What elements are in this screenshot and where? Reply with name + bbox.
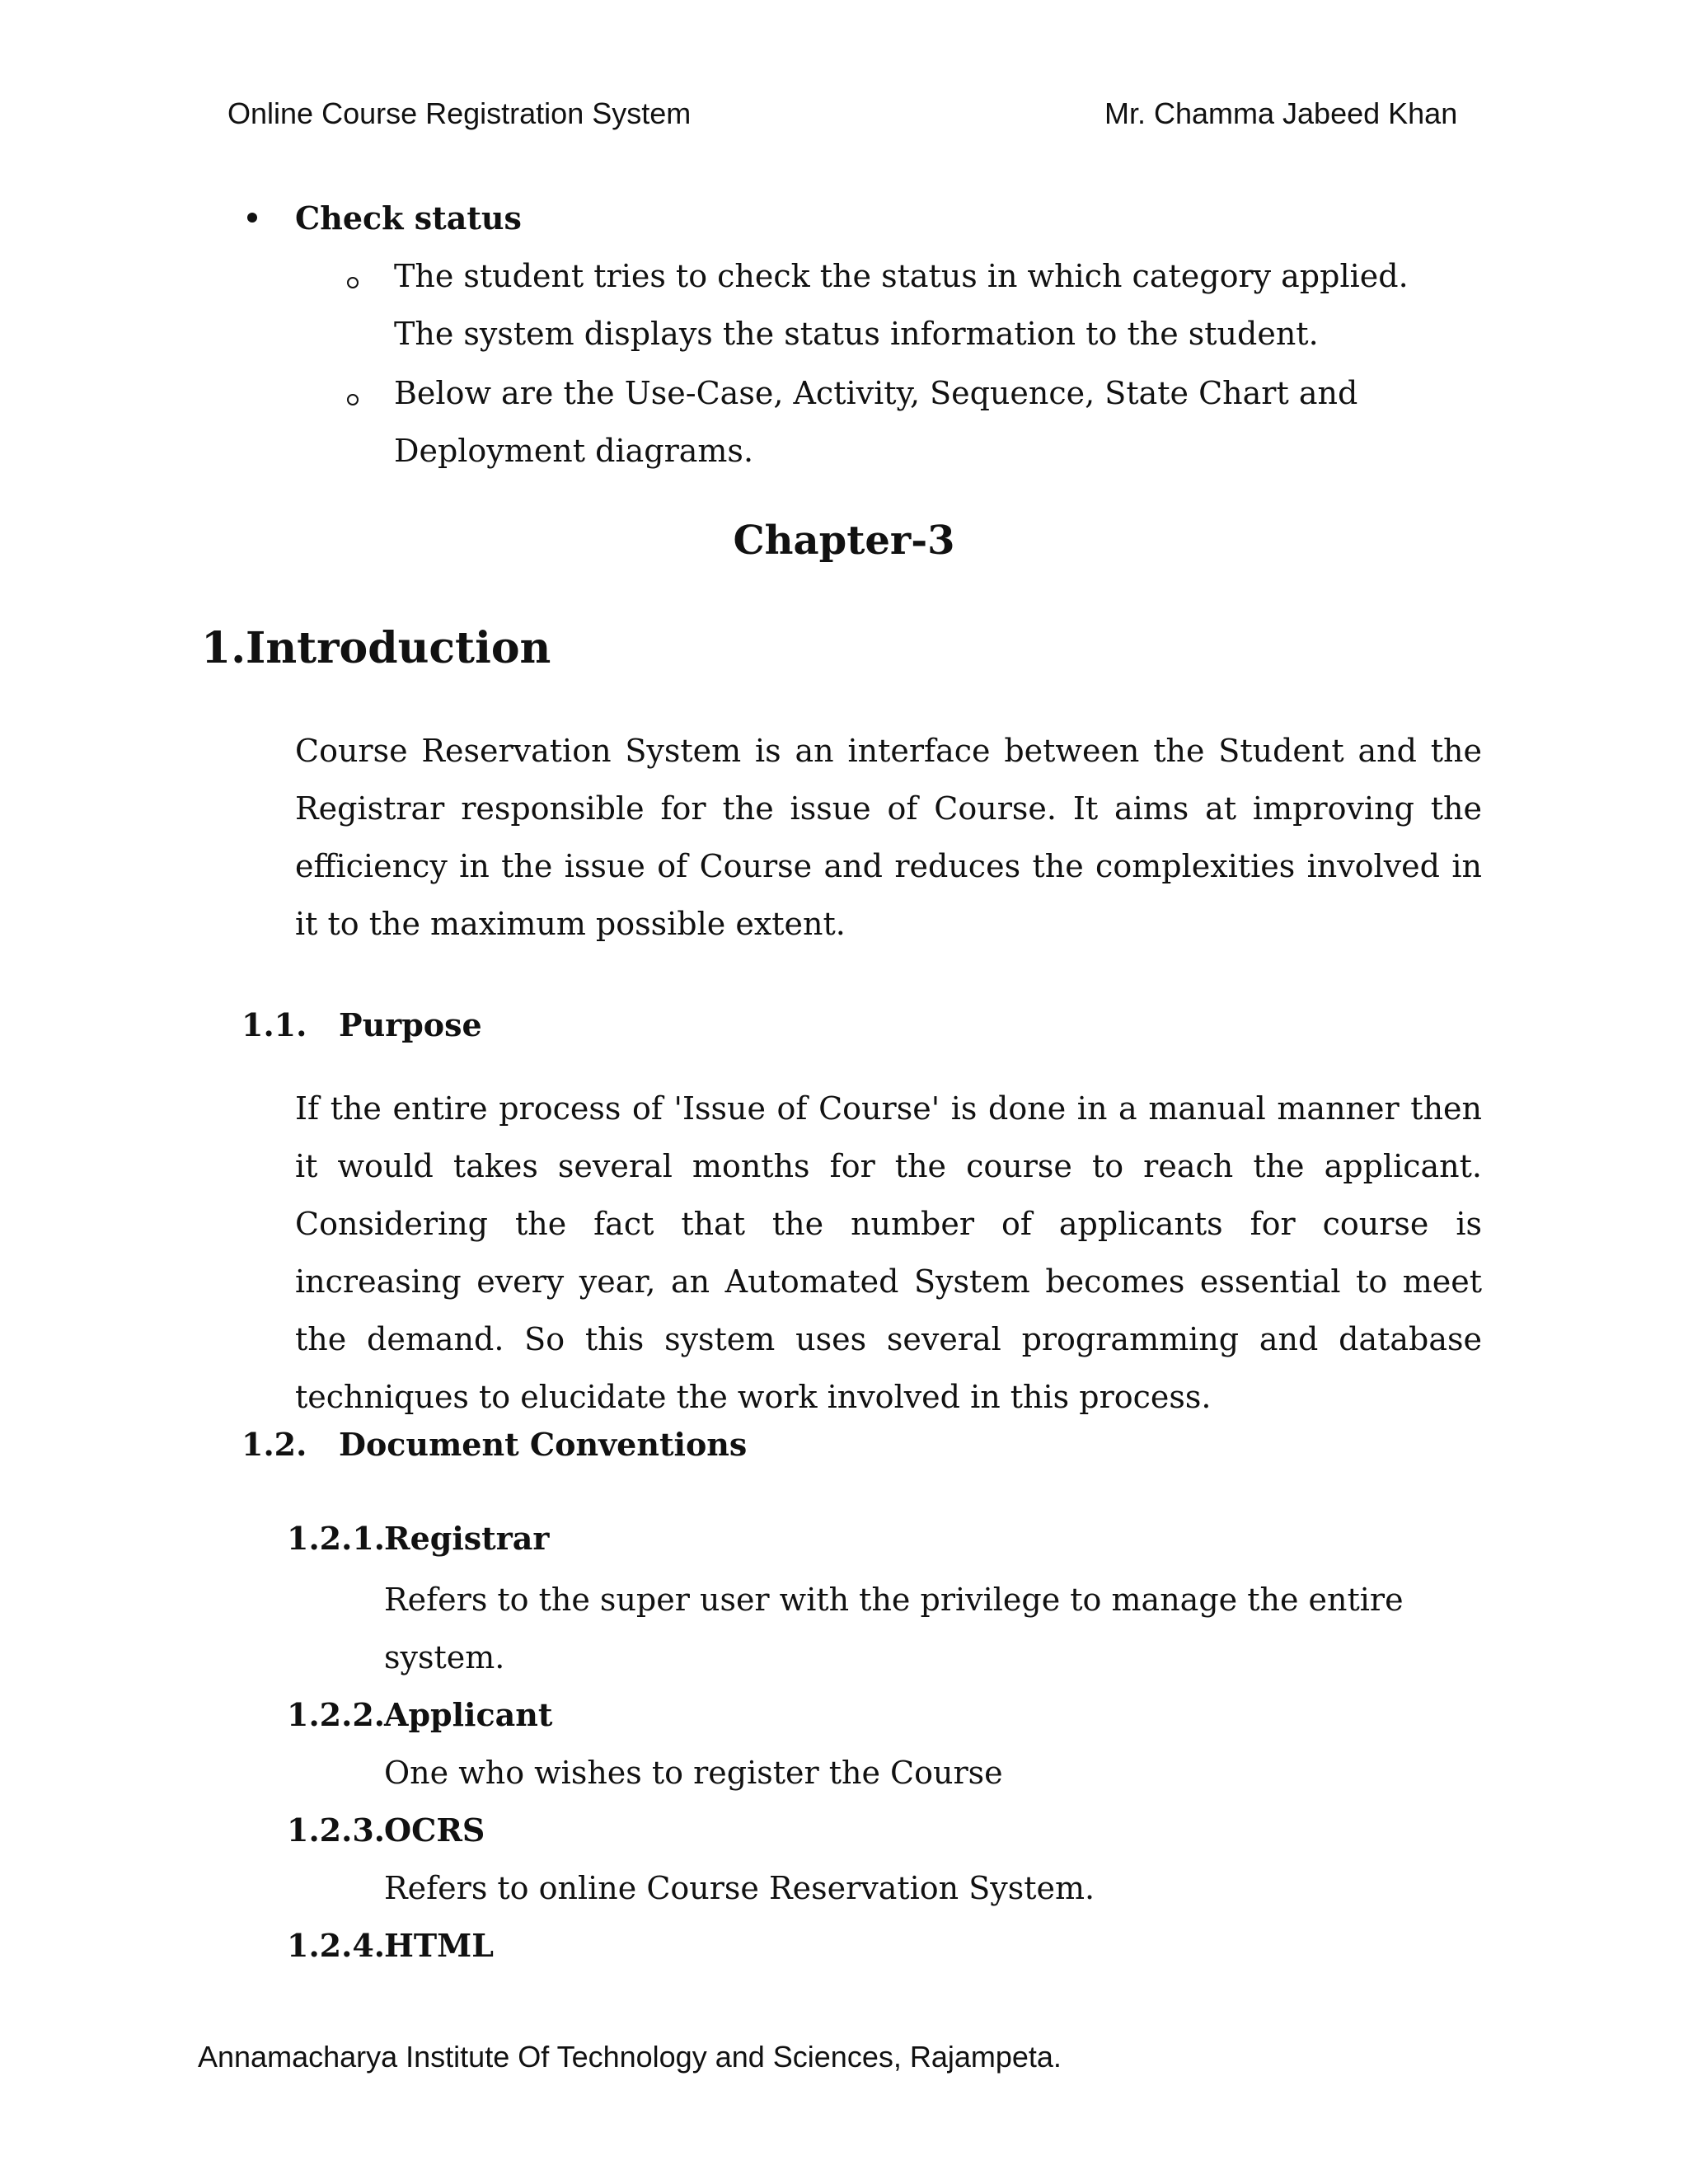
purpose-line-4: increasing every year, an Automated System becomes essential to meet bbox=[295, 1263, 1482, 1300]
subsection-number: 1.1. bbox=[241, 1006, 307, 1043]
intro-line-1: Course Reservation System is an interface between the Student and the bbox=[295, 733, 1482, 769]
check-status-item-2-line-2: Deployment diagrams. bbox=[394, 433, 754, 469]
subsection-number: 1.2. bbox=[241, 1426, 307, 1463]
sub-subsection-number: 1.2.3. bbox=[287, 1811, 386, 1849]
footer: Annamacharya Institute Of Technology and Sciences, Rajampeta. bbox=[198, 2040, 1062, 2074]
purpose-line-2: it would takes several months for the course to reach the applicant. bbox=[295, 1148, 1482, 1184]
purpose-line-1: If the entire process of 'Issue of Course' is done in a manual manner then bbox=[295, 1090, 1482, 1127]
sub-subsection-number: 1.2.4. bbox=[287, 1927, 386, 1964]
check-status-item-2-line-1: Below are the Use-Case, Activity, Sequence, State Chart and bbox=[394, 375, 1358, 411]
subsection-title-document-conventions: Document Conventions bbox=[339, 1426, 748, 1463]
check-status-item-1-line-1: The student tries to check the status in which category applied. bbox=[394, 258, 1409, 294]
subsection-title-purpose: Purpose bbox=[339, 1006, 482, 1043]
term-applicant: Applicant bbox=[384, 1696, 553, 1733]
bullet-circle-icon bbox=[347, 277, 359, 288]
chapter-title: Chapter-3 bbox=[733, 518, 955, 564]
sub-subsection-number: 1.2.2. bbox=[287, 1696, 386, 1733]
registrar-line-2: system. bbox=[384, 1639, 505, 1675]
term-ocrs: OCRS bbox=[384, 1811, 485, 1849]
section-number: 1. bbox=[201, 623, 246, 673]
intro-line-2: Registrar responsible for the issue of Course. It aims at improving the bbox=[295, 790, 1482, 827]
applicant-line-1: One who wishes to register the Course bbox=[384, 1755, 1003, 1791]
bullet-dot-icon bbox=[247, 213, 257, 223]
section-title-introduction: Introduction bbox=[246, 623, 551, 673]
check-status-item-1-line-2: The system displays the status information to the student. bbox=[394, 316, 1319, 352]
bullet-circle-icon bbox=[347, 394, 359, 405]
term-html: HTML bbox=[384, 1927, 494, 1964]
intro-line-3: efficiency in the issue of Course and reduces the complexities involved in bbox=[295, 848, 1482, 884]
purpose-line-3: Considering the fact that the number of applicants for course is bbox=[295, 1206, 1482, 1242]
purpose-line-5: the demand. So this system uses several programming and database bbox=[295, 1321, 1482, 1357]
sub-subsection-number: 1.2.1. bbox=[287, 1520, 386, 1557]
ocrs-line-1: Refers to online Course Reservation System. bbox=[384, 1870, 1095, 1906]
term-registrar: Registrar bbox=[384, 1520, 550, 1557]
registrar-line-1: Refers to the super user with the privilege to manage the entire bbox=[384, 1582, 1404, 1618]
check-status-title: Check status bbox=[295, 199, 522, 237]
header-left: Online Course Registration System bbox=[227, 96, 692, 130]
intro-line-4: it to the maximum possible extent. bbox=[295, 906, 846, 942]
header-right: Mr. Chamma Jabeed Khan bbox=[1104, 96, 1458, 130]
purpose-line-6: techniques to elucidate the work involved in this process. bbox=[295, 1379, 1212, 1415]
